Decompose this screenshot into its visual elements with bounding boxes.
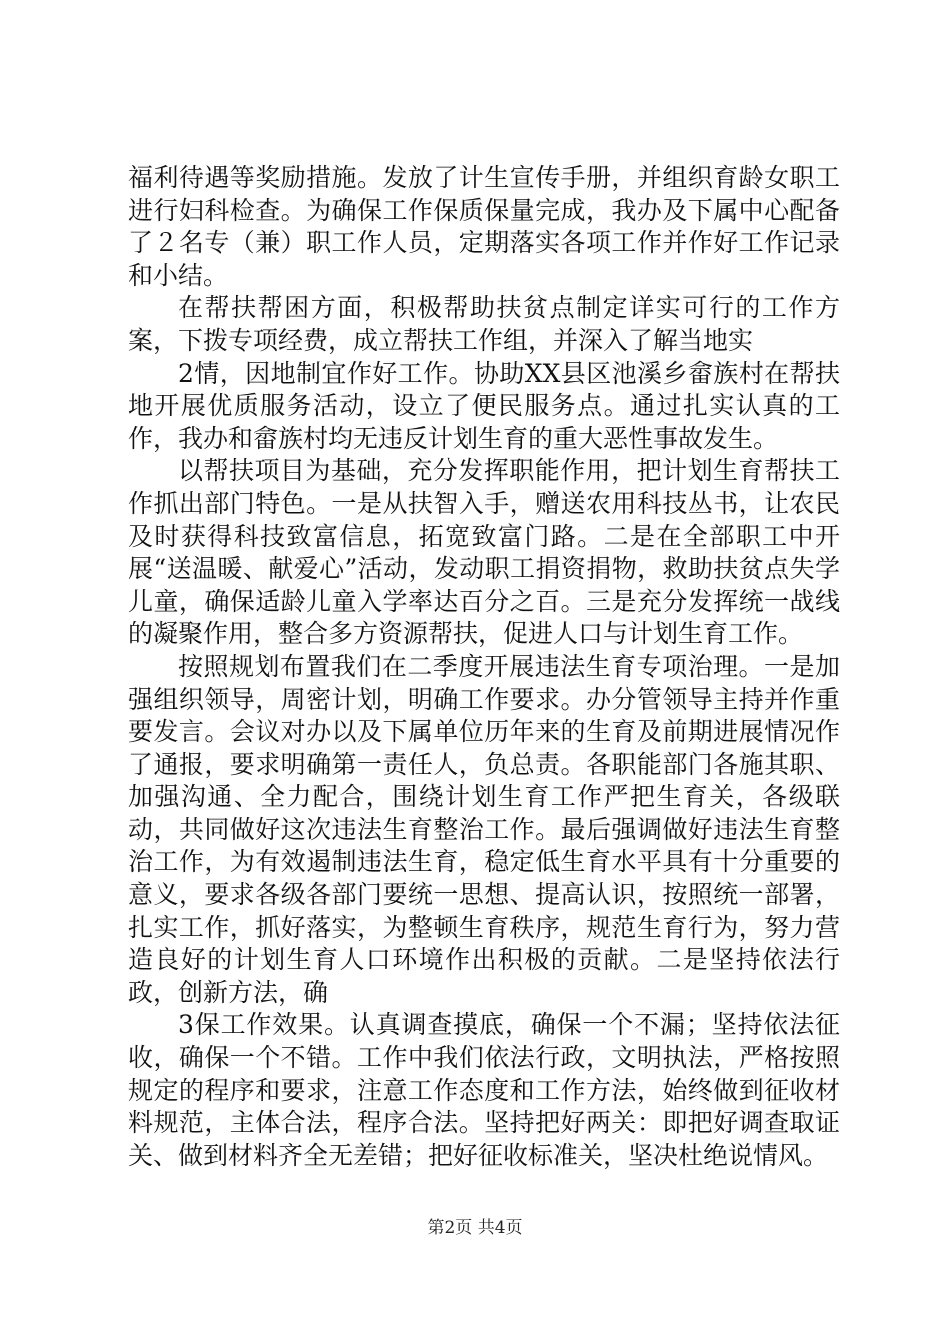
paragraph-3: 2情，因地制宜作好工作。协助XX县区池溪乡畲族村在帮扶地开展优质服务活动，设立了便民服务点。通过扎实认真的工作，我办和畲族村均无违反计划生育的重大恶性事故发生。 (128, 358, 840, 453)
paragraph-6: 3保工作效果。认真调查摸底，确保一个不漏；坚持依法征收，确保一个不错。工作中我们依法行政，文明执法，严格按照规定的程序和要求，注意工作态度和工作方法，始终做到征收材料规范，主体合法，程序合法。坚持把好两关：即把好调查取证关、做到材料齐全无差错；把好征收标准关，坚决杜绝说情风。 (128, 1010, 840, 1170)
paragraph-5: 按照规划布置我们在二季度开展违法生育专项治理。一是加强组织领导，周密计划，明确工作要求。办分管领导主持并作重要发言。会议对办以及下属单位历年来的生育及前期进展情况作了通报，要求明确第一责任人，负总责。各职能部门各施其职、加强沟通、全力配合，围绕计划生育工作严把生育关，各级联动，共同做好这次违法生育整治工作。最后强调做好违法生育整治工作，为有效遏制违法生育，稳定低生育水平具有十分重要的意义，要求各级各部门要统一思想、提高认识，按照统一部署，扎实工作，抓好落实，为整顿生育秩序，规范生育行为，努力营造良好的计划生育人口环境作出积极的贡献。二是坚持依法行政，创新方法，确 (128, 651, 840, 1007)
paragraph-4: 以帮扶项目为基础，充分发挥职能作用，把计划生育帮扶工作抓出部门特色。一是从扶智入手，赠送农用科技丛书，让农民及时获得科技致富信息，拓宽致富门路。二是在全部职工中开展“送温暖、献爱心”活动，发动职工捐资捐物，救助扶贫点失学儿童，确保适龄儿童入学率达百分之百。三是充分发挥统一战线的凝聚作用，整合多方资源帮扶，促进人口与计划生育工作。 (128, 456, 840, 649)
document-body (128, 162, 840, 1172)
paragraph-1: 福利待遇等奖励措施。发放了计生宣传手册，并组织育龄女职工进行妇科检查。为确保工作保质保量完成，我办及下属中心配备了２名专（兼）职工作人员，定期落实各项工作并作好工作记录和小结。 (128, 163, 840, 290)
paragraph-2: 在帮扶帮困方面，积极帮助扶贫点制定详实可行的工作方案，下拨专项经费，成立帮扶工作组，并深入了解当地实 (128, 293, 840, 355)
page-number-footer: 第2页 共4页 (427, 1218, 523, 1238)
